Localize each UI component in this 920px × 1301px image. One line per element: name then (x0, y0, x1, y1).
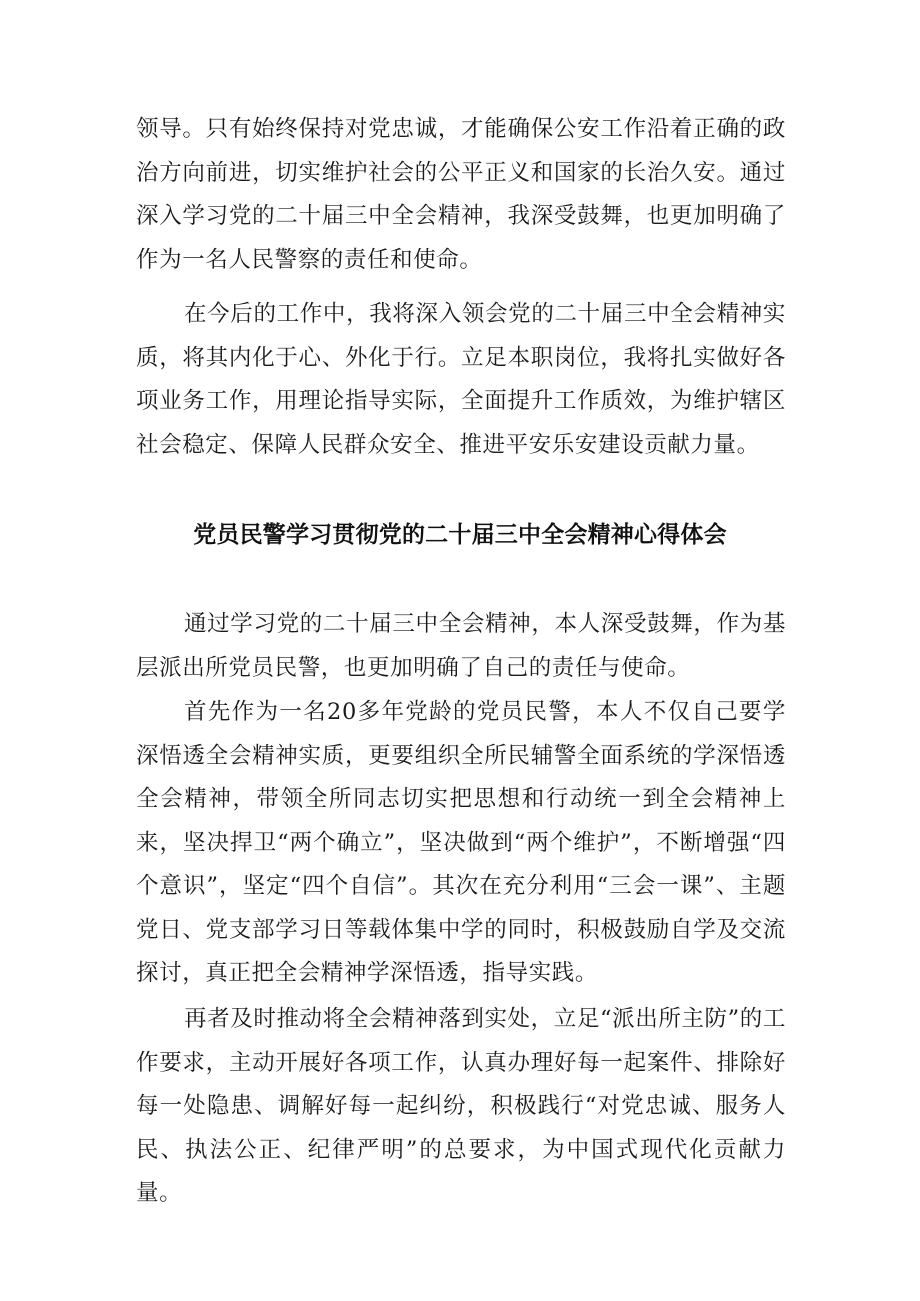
section-paragraph: 通过学习党的二十届三中全会精神，本人深受鼓舞，作为基层派出所党员民警，也更加明确了自己的责任与使命。 (136, 611, 786, 681)
section-title: 党员民警学习贯彻党的二十届三中全会精神心得体会 (193, 522, 727, 548)
section-paragraph: 再者及时推动将全会精神落到实处，立足“派出所主防”的工作要求，主动开展好各项工作，认真办理好每一起案件、排除好每一处隐患、调解好每一起纠纷，积极践行“对党忠诚、服务人民、执法公正、纪律严明”的总要求，为中国式现代化贡献力量。 (136, 1006, 786, 1206)
section-paragraph: 首先作为一名20多年党龄的党员民警，本人不仅自己要学深悟透全会精神实质，更要组织全所民辅警全面系统的学深悟透全会精神，带领全所同志切实把思想和行动统一到全会精神上来，坚决捍卫“两个确立”，坚决做到“两个维护”，不断增强“四个意识”，坚定“四个自信”。其次在充分利用“三会一课”、主题党日、党支部学习日等载体集中学的同时，积极鼓励自学及交流探讨，真正把全会精神学深悟透，指导实践。 (136, 699, 786, 986)
paragraph: 在今后的工作中，我将深入领会党的二十届三中全会精神实质，将其内化于心、外化于行。立足本职岗位，我将扎实做好各项业务工作，用理论指导实际，全面提升工作质效，为维护辖区社会稳定、保障人民群众安全、推进平安乐安建设贡献力量。 (136, 301, 786, 458)
paragraph-continued: 领导。只有始终保持对党忠诚，才能确保公安工作沿着正确的政治方向前进，切实维护社会的公平正义和国家的长治久安。通过深入学习党的二十届三中全会精神，我深受鼓舞，也更加明确了作为一名人民警察的责任和使命。 (136, 116, 786, 273)
